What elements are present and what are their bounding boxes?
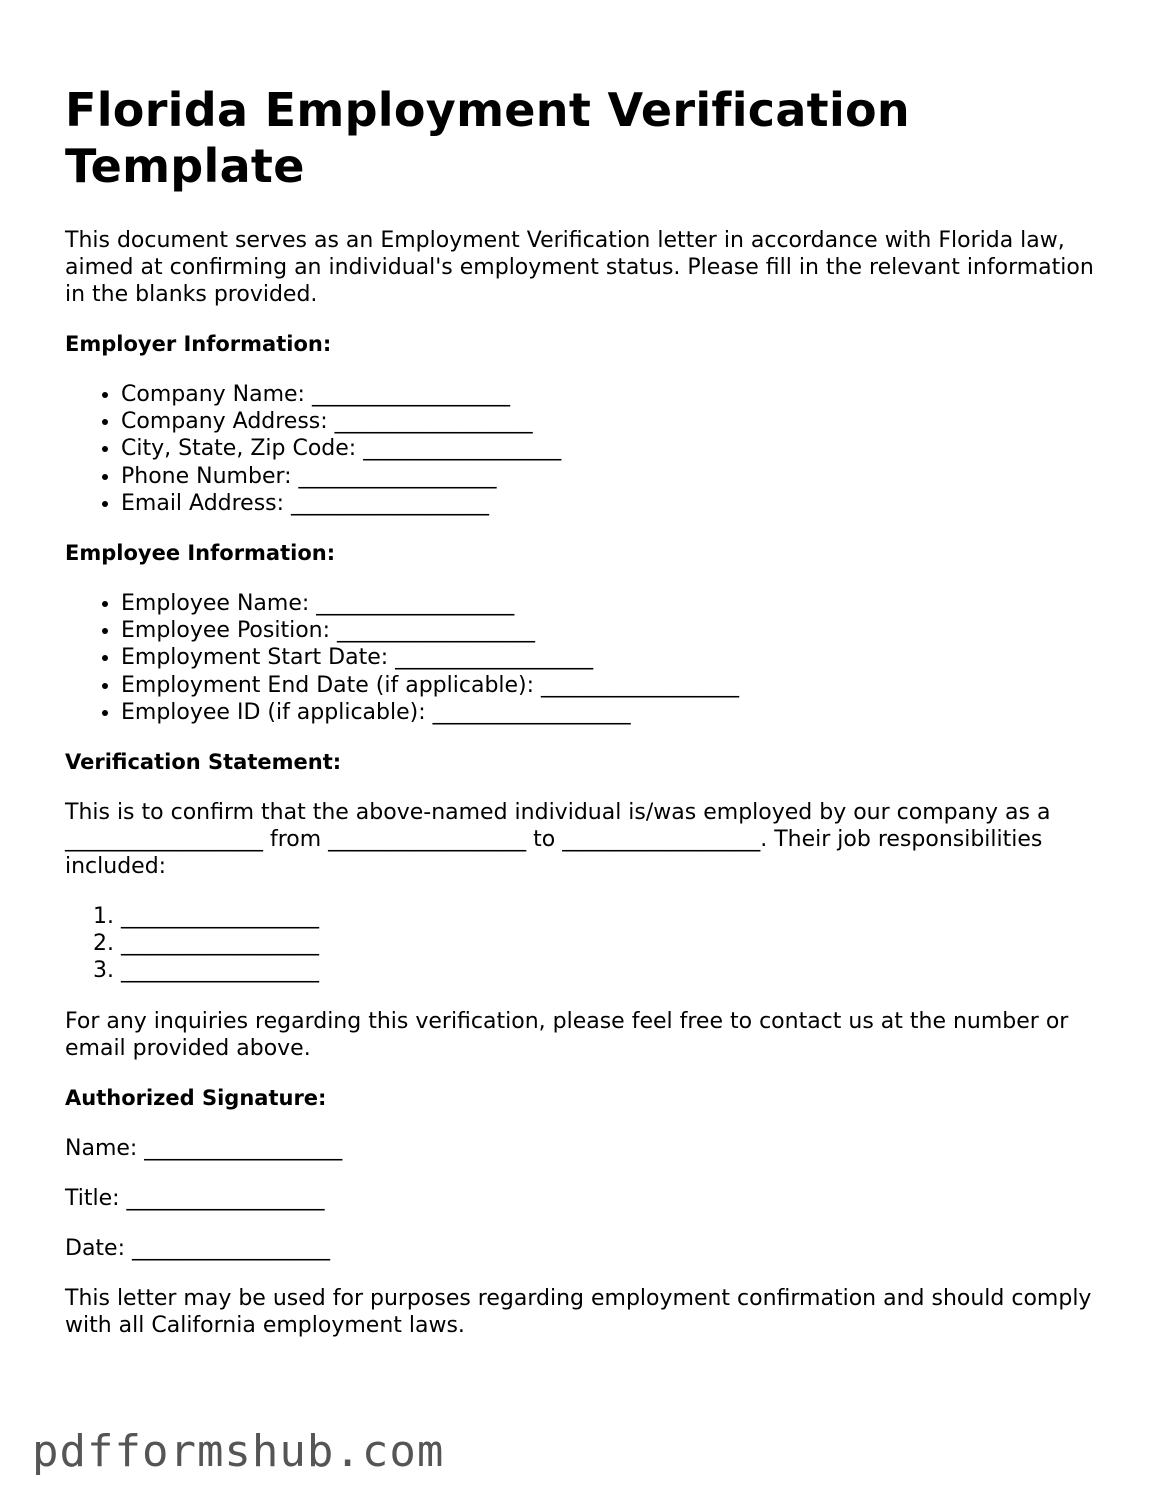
responsibilities-list: [65, 903, 1115, 985]
employer-heading: Employer Information:: [65, 332, 332, 356]
verification-statement: This is to confirm that the above-named individual is/was employed by our company as a __________________ from __________________ to __________________. Their job responsibilities included:: [65, 800, 1051, 880]
responsibility-item: 3. __________________: [121, 957, 1115, 984]
signature-title-line: Title: __________________: [65, 1185, 325, 1211]
intro-paragraph: This document serves as an Employment Verification letter in accordance with Florida law, aimed at confirming an individual's employment status. Please fill in the relevant information in the blanks provided.: [65, 228, 1094, 307]
inquiries-paragraph: For any inquiries regarding this verification, please feel free to contact us at the number or email provided above.: [65, 1008, 1069, 1061]
watermark: pdfformshub.com: [32, 1426, 445, 1477]
list-item-employee-name: • Employee Name: __________________: [121, 590, 1115, 617]
closing-paragraph: This letter may be used for purposes regarding employment confirmation and should comply with all California employment laws.: [65, 1285, 1092, 1338]
employer-list: [65, 381, 1115, 517]
signature-date-line: Date: __________________: [65, 1235, 330, 1261]
list-item-employee-position: • Employee Position: __________________: [121, 617, 1115, 644]
list-item-city-state-zip: • City, State, Zip Code: __________________: [121, 435, 1115, 462]
responsibility-item: 1. __________________: [121, 903, 1115, 930]
list-item-end-date: • Employment End Date (if applicable): __________________: [121, 672, 1115, 699]
list-item-phone-number: • Phone Number: __________________: [121, 463, 1115, 490]
verification-heading: Verification Statement:: [65, 750, 342, 775]
page-title: Florida Employment Verification Template: [65, 83, 910, 193]
responsibility-item: 2. __________________: [121, 930, 1115, 957]
list-item-email-address: • Email Address: __________________: [121, 490, 1115, 517]
document-page: [65, 82, 1115, 1362]
signature-name-line: Name: __________________: [65, 1135, 343, 1161]
employee-list: [65, 590, 1115, 726]
list-item-company-address: • Company Address: __________________: [121, 408, 1115, 435]
list-item-start-date: • Employment Start Date: __________________: [121, 644, 1115, 671]
list-item-employee-id: • Employee ID (if applicable): __________________: [121, 699, 1115, 726]
signature-heading: Authorized Signature:: [65, 1085, 327, 1110]
employee-heading: Employee Information:: [65, 541, 336, 566]
list-item-company-name: • Company Name: __________________: [121, 381, 1115, 408]
